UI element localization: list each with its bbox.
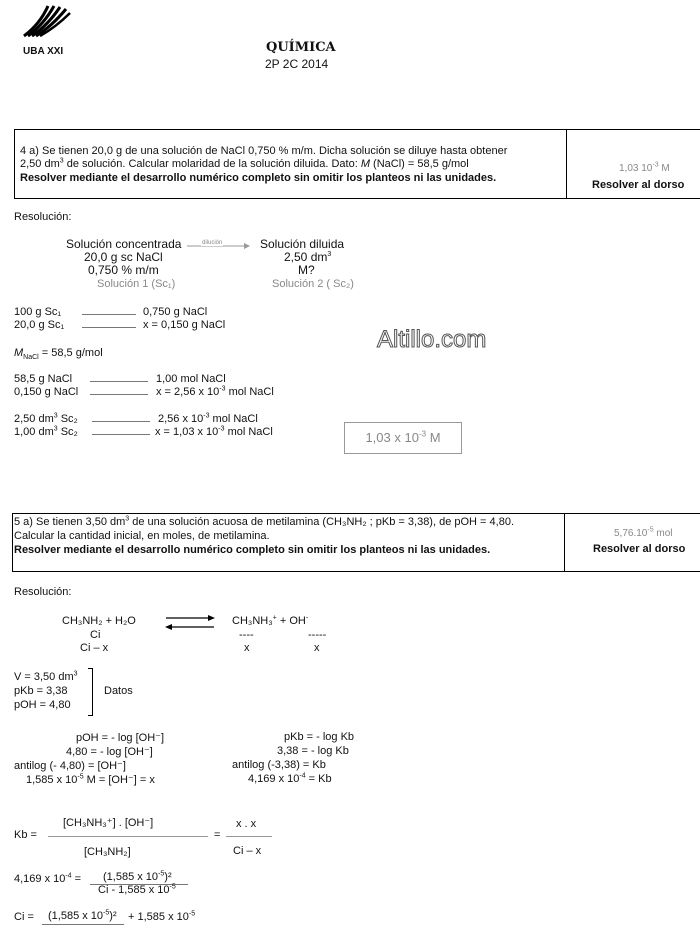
text: 1,00 dm xyxy=(14,426,54,438)
sup: -5 xyxy=(647,526,654,534)
rule-row-6-right xyxy=(155,426,273,438)
text: 2,56 x 10 xyxy=(158,413,204,425)
sup: 3 xyxy=(53,425,58,433)
poh-calc-3: antilog (- 4,80) = [OH⁻] xyxy=(14,760,126,772)
data-label: Datos xyxy=(104,685,133,697)
poh-calc-4 xyxy=(26,773,155,786)
conc-line3: Solución 1 (Sc₁) xyxy=(97,278,176,290)
conc-title: Solución concentrada xyxy=(66,237,182,251)
dash-2: ----- xyxy=(308,629,327,641)
text: de solución. Calcular molaridad de la solución diluida. Dato: xyxy=(63,158,361,170)
sup: 3 xyxy=(327,251,332,258)
text: + 1,585 x 10 xyxy=(128,911,189,923)
data-poh: pOH = 4,80 xyxy=(14,699,71,711)
rule-row-2-left: 20,0 g Sc₁ xyxy=(14,319,65,331)
resolution-2-label: Resolución: xyxy=(14,586,72,598)
sup: -3 xyxy=(652,161,659,169)
pkb-calc-3: antilog (-3,38) = Kb xyxy=(232,759,326,771)
text: CH₃NH₃ xyxy=(232,615,273,627)
sup: -5 xyxy=(169,883,176,891)
sup: + xyxy=(272,614,277,622)
problem-4-line1: 4 a) Se tienen 20,0 g de una solución de NaCl 0,750 % m/m. Dicha solución se diluye hasta obtener xyxy=(20,145,508,157)
rule-row-4-right xyxy=(156,386,274,398)
text: M xyxy=(658,163,670,174)
rule-row-1-right: 0,750 g NaCl xyxy=(143,306,208,318)
problem-4-line2 xyxy=(20,158,469,170)
conc-line2: 0,750 % m/m xyxy=(88,263,159,277)
text: )² xyxy=(164,871,172,883)
dil-line1 xyxy=(284,250,331,264)
page-title: QUÍMICA xyxy=(266,40,336,55)
problem-5-line2: Calcular la cantidad inicial, en moles, de metilamina. xyxy=(14,530,270,542)
dil-line2: M? xyxy=(298,263,315,277)
problem-4-divider xyxy=(566,129,567,198)
sup: -3 xyxy=(219,385,226,393)
sup: 3 xyxy=(125,515,130,523)
problem-5-divider xyxy=(564,513,565,571)
equilibrium-arrows xyxy=(164,612,216,632)
pkb-calc-4 xyxy=(248,773,332,785)
equation-1-numerator xyxy=(103,871,172,883)
text: x = 2,56 x 10 xyxy=(156,386,220,398)
text: mol NaCl xyxy=(225,386,274,398)
rule-row-3-right: 1,00 mol NaCl xyxy=(156,373,226,385)
text: (1,585 x 10 xyxy=(103,871,159,883)
text: M xyxy=(426,430,441,445)
text: Ci - 1,585 x 10 xyxy=(98,884,170,896)
kb-label: Kb = xyxy=(14,829,37,841)
sup: -5 xyxy=(103,909,110,917)
fraction-bar xyxy=(42,924,124,925)
fraction-bar xyxy=(226,836,272,837)
result-box xyxy=(344,422,462,454)
watermark: Altillo.com xyxy=(377,326,487,353)
text: 5 a) Se tienen 3,50 dm xyxy=(14,516,126,528)
rule-row-2-right: x = 0,150 g NaCl xyxy=(143,319,226,331)
kb-denominator: [CH₃NH₂] xyxy=(84,846,131,858)
text: Sc₂ xyxy=(57,413,78,425)
dil-title: Solución diluida xyxy=(260,237,345,251)
problem-4-instruction: Resolver mediante el desarrollo numérico completo sin omitir los planteos ni las unidades. xyxy=(20,172,497,184)
text: mol NaCl xyxy=(224,426,273,438)
equation-1-left xyxy=(14,873,81,885)
data-volume xyxy=(14,671,78,683)
logo-text: UBA XXI xyxy=(23,46,64,57)
sup: 3 xyxy=(73,670,78,678)
rule-row-5-left xyxy=(14,413,78,425)
problem-5-side-label: Resolver al dorso xyxy=(593,543,686,555)
text: = Kb xyxy=(305,773,332,785)
data-pkb: pKb = 3,38 xyxy=(14,685,68,697)
problem-5-instruction: Resolver mediante el desarrollo numérico completo sin omitir los planteos ni las unidades. xyxy=(14,544,491,556)
sup: -5 xyxy=(158,870,165,878)
molar-mass-symbol: M xyxy=(14,347,24,359)
equilibrium-arrows-icon xyxy=(164,612,216,632)
sup: 3 xyxy=(59,157,64,165)
sup: 3 xyxy=(53,412,58,420)
sup: -3 xyxy=(218,425,225,433)
dil-line3: Solución 2 ( Sc₂) xyxy=(272,278,354,290)
text: 4,169 x 10 xyxy=(248,773,300,785)
reaction-right xyxy=(232,615,308,627)
pkb-calc-1: pKb = - log Kb xyxy=(284,731,355,743)
sup: -3 xyxy=(203,412,210,420)
x-1: x xyxy=(244,642,250,654)
sup: -5 xyxy=(77,773,84,781)
resolution-1-label: Resolución: xyxy=(14,211,72,223)
dash-1: ---- xyxy=(239,629,254,641)
problem-5-answer xyxy=(614,528,673,539)
text: 2,50 dm xyxy=(284,250,328,264)
text: V = 3,50 dm xyxy=(14,671,74,683)
text: )² xyxy=(109,910,117,922)
sup: -3 xyxy=(418,429,427,439)
poh-calc-2: 4,80 = - log [OH⁻] xyxy=(66,746,153,758)
text: mol xyxy=(653,528,673,539)
initial-ci: Ci xyxy=(90,629,101,641)
x-2: x xyxy=(314,642,320,654)
sup: -4 xyxy=(299,772,306,780)
rule-line xyxy=(92,421,150,422)
poh-calc-1: pOH = - log [OH⁻] xyxy=(76,732,165,744)
text: Sc₂ xyxy=(57,426,78,438)
text: mol NaCl xyxy=(209,413,258,425)
equation-1-denominator xyxy=(98,884,176,896)
equals-sign: = xyxy=(214,829,221,841)
rule-line xyxy=(90,381,148,382)
text: M = [OH⁻] = x xyxy=(83,774,155,786)
rule-line xyxy=(92,434,150,435)
text: 4,169 x 10 xyxy=(14,873,66,885)
rule-row-4-left: 0,150 g NaCl xyxy=(14,386,79,398)
text: 2,50 dm xyxy=(14,413,54,425)
sub: NaCl xyxy=(23,354,39,362)
text: = xyxy=(71,873,82,885)
text: = 58,5 g/mol xyxy=(38,347,103,359)
rule-row-1-left: 100 g Sc₁ xyxy=(14,306,62,318)
equation-2-right xyxy=(128,911,195,923)
text: 1,03 x 10 xyxy=(365,430,419,445)
rhs-numerator: x . x xyxy=(236,818,257,830)
sup: -4 xyxy=(65,872,72,880)
uba-logo-icon xyxy=(22,4,72,44)
rule-line xyxy=(90,394,148,395)
rule-row-5-right xyxy=(158,413,258,425)
text: 1,03 10 xyxy=(619,163,653,174)
text: x = 1,03 x 10 xyxy=(155,426,219,438)
eq-ci-minus-x: Ci – x xyxy=(80,642,109,654)
text: de una solución acuosa de metilamina (CH₃NH₂ ; pKb = 3,38), de pOH = 4,80. xyxy=(129,516,514,528)
problem-5-line1 xyxy=(14,516,514,528)
pkb-calc-2: 3,38 = - log Kb xyxy=(277,745,349,757)
rule-row-3-left: 58,5 g NaCl xyxy=(14,373,73,385)
reaction-left: CH₃NH₂ + H₂O xyxy=(62,615,136,627)
text: (1,585 x 10 xyxy=(48,910,104,922)
dilution-arrow-label: dilución xyxy=(202,240,223,246)
rhs-denominator: Ci – x xyxy=(233,845,262,857)
equation-2-numerator xyxy=(48,910,117,922)
page-subtitle: 2P 2C 2014 xyxy=(265,57,329,71)
uba-logo xyxy=(22,4,72,44)
molar-mass-symbol: M xyxy=(360,158,370,170)
rule-row-6-left xyxy=(14,426,78,438)
text: 1,585 x 10 xyxy=(26,774,78,786)
text: 2,50 dm xyxy=(20,158,60,170)
text: + OH xyxy=(276,615,306,627)
problem-4-side-label: Resolver al dorso xyxy=(592,179,685,191)
rule-line xyxy=(82,314,136,315)
sup: -5 xyxy=(188,910,196,918)
conc-line1: 20,0 g sc NaCl xyxy=(84,250,163,264)
text: Ci = xyxy=(14,911,34,923)
text: (NaCl) = 58,5 g/mol xyxy=(370,158,469,170)
text: 5,76.10 xyxy=(614,528,648,539)
equation-2 xyxy=(14,911,34,923)
fraction-bar xyxy=(48,836,208,837)
molar-mass-line xyxy=(14,347,103,362)
problem-4-answer xyxy=(619,163,670,174)
sup: - xyxy=(305,614,309,622)
kb-numerator: [CH₃NH₃⁺] . [OH⁻] xyxy=(63,817,154,829)
data-brace xyxy=(88,668,93,716)
rule-line xyxy=(82,327,136,328)
